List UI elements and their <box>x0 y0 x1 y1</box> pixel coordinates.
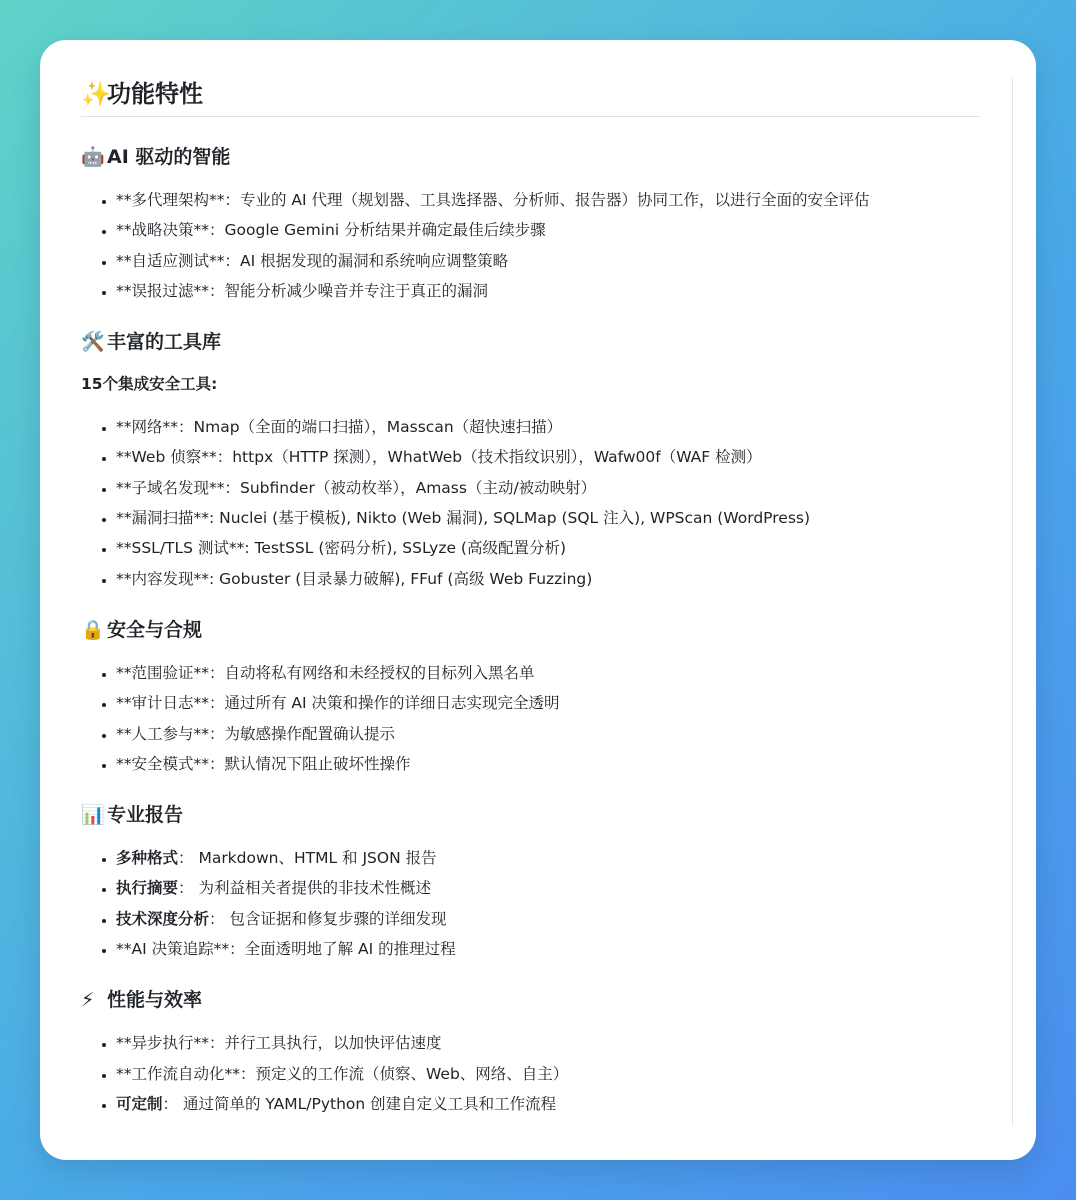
tools-count-note: 15个集成安全工具: <box>81 375 218 394</box>
document-card <box>40 40 1036 1160</box>
list-item: • **多代理架构**：专业的 AI 代理（规划器、工具选择器、分析师、报告器）协同工作，以进行全面的安全评估 <box>116 185 979 215</box>
list-item: • **异步执行**：并行工具执行，以加快评估速度 <box>116 1028 979 1058</box>
lock-icon: 🔒 <box>81 618 105 641</box>
section-heading-reports: 📊 专业报告 <box>81 801 979 829</box>
section-heading-tools: 🛠️ 丰富的工具库 <box>81 328 979 356</box>
list-item: • **漏洞扫描**: Nuclei (基于模板), Nikto (Web 漏洞), SQLMap (SQL 注入), WPScan (WordPress) <box>116 503 979 533</box>
bar-chart-icon: 📊 <box>81 804 105 827</box>
list-item: • **人工参与**：为敏感操作配置确认提示 <box>116 719 979 749</box>
sparkles-icon: ✨ <box>81 80 111 108</box>
list-item: • **子域名发现**：Subfinder（被动枚举），Amass（主动/被动映射） <box>116 473 979 503</box>
section-heading-performance: ⚡ 性能与效率 <box>81 986 979 1014</box>
performance-list <box>81 1028 979 1119</box>
list-item: • **工作流自动化**：预定义的工作流（侦察、Web、网络、自主） <box>116 1059 979 1089</box>
list-item: • **自适应测试**：AI 根据发现的漏洞和系统响应调整策略 <box>116 246 979 276</box>
list-item: • **误报过滤**：智能分析减少噪音并专注于真正的漏洞 <box>116 276 979 306</box>
list-item: • **SSL/TLS 测试**: TestSSL (密码分析), SSLyze (高级配置分析) <box>116 533 979 563</box>
list-item: • **AI 决策追踪**：全面透明地了解 AI 的推理过程 <box>116 934 979 964</box>
list-item: • **内容发现**: Gobuster (目录暴力破解), FFuf (高级 Web Fuzzing) <box>116 564 979 594</box>
list-item: • 技术深度分析： 包含证据和修复步骤的详细发现 <box>116 904 979 934</box>
list-item: • **Web 侦察**：httpx（HTTP 探测），WhatWeb（技术指纹识别），Wafw00f（WAF 检测） <box>116 442 979 472</box>
scroll-divider <box>1012 78 1013 1126</box>
robot-icon: 🤖 <box>81 146 105 168</box>
lightning-icon: ⚡ <box>81 989 95 1012</box>
list-item: • 执行摘要： 为利益相关者提供的非技术性概述 <box>116 873 979 903</box>
tools-icon: 🛠️ <box>81 331 105 354</box>
section-heading-ai: 🤖 AI 驱动的智能 <box>81 143 979 171</box>
page-title: ✨功能特性 <box>81 72 979 117</box>
list-item: • 多种格式： Markdown、HTML 和 JSON 报告 <box>116 843 979 873</box>
ai-feature-list <box>81 185 979 306</box>
list-item: • **范围验证**：自动将私有网络和未经授权的目标列入黑名单 <box>116 658 979 688</box>
security-list <box>81 658 979 779</box>
list-item: • **审计日志**：通过所有 AI 决策和操作的详细日志实现完全透明 <box>116 688 979 718</box>
list-item: • 可定制： 通过简单的 YAML/Python 创建自定义工具和工作流程 <box>116 1089 979 1119</box>
list-item: • **安全模式**：默认情况下阻止破坏性操作 <box>116 749 979 779</box>
list-item: • **网络**：Nmap（全面的端口扫描），Masscan（超快速扫描） <box>116 412 979 442</box>
document-content <box>81 72 979 1119</box>
section-heading-security: 🔒 安全与合规 <box>81 616 979 644</box>
reports-list <box>81 843 979 964</box>
tools-list <box>81 412 979 594</box>
list-item: • **战略决策**：Google Gemini 分析结果并确定最佳后续步骤 <box>116 215 979 245</box>
